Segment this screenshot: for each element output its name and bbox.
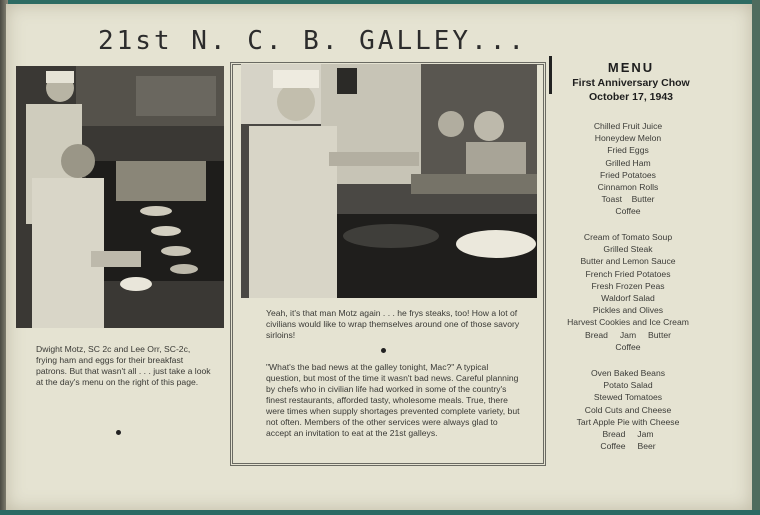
menu-item: Potato Salad xyxy=(603,380,653,391)
menu-item: Fresh Frozen Peas xyxy=(591,280,665,291)
menu-item: Coffee Beer xyxy=(600,441,656,452)
menu-item: Fried Eggs xyxy=(607,145,649,156)
menu-breakfast xyxy=(548,120,708,218)
menu-item: Cold Cuts and Cheese xyxy=(584,404,672,415)
menu-dinner xyxy=(548,231,708,353)
menu-item: Coffee xyxy=(615,206,641,217)
book-cover-bottom xyxy=(0,510,760,515)
center-photo-caption: Yeah, it's that man Motz again . . . he frys steaks, too! How a lot of civilians would like to wrap themselves around one of those savory sirloins! xyxy=(266,308,520,340)
menu-supper xyxy=(548,367,708,452)
menu-item: Fried Potatoes xyxy=(600,169,656,180)
menu-item: Waldorf Salad xyxy=(601,293,655,304)
left-photo-caption: Dwight Motz, SC 2c and Lee Orr, SC-2c, frying ham and eggs for their breakfast patrons. But that wasn't all . . . just take a look at the day's menu on the right of this page. xyxy=(36,344,211,387)
menu-item: Cinnamon Rolls xyxy=(597,182,659,193)
menu-item: Bread Jam Butter xyxy=(585,329,671,340)
galley-story-text: "What's the bad news at the galley tonight, Mac?" A typical question, but most of the time it wasn't bad news. Careful planning by chefs who in civilian life had worked in some of the country's finest restaurants, afforded tasty, wholesome meals. True, there were times when supply shortages prevented complete variety, but not often. Members of the other services were always glad to accept an invitation to eat at the 21st galleys. xyxy=(266,362,520,438)
menu-item: Butter and Lemon Sauce xyxy=(580,256,676,267)
page-title: 21st N. C. B. GALLEY... xyxy=(98,26,528,56)
center-bullet xyxy=(381,348,386,353)
menu-item: Pickles and Olives xyxy=(592,305,664,316)
menu-item: Coffee xyxy=(615,341,641,352)
menu-item: Honeydew Melon xyxy=(594,133,662,144)
menu-header xyxy=(556,60,706,103)
menu-item: Toast Butter xyxy=(601,194,655,205)
menu-item: Harvest Cookies and Ice Cream xyxy=(567,317,689,328)
photo-cook-frying-steaks xyxy=(241,64,537,298)
book-cover-edge xyxy=(752,0,760,515)
menu-subtitle: First Anniversary Chow xyxy=(572,77,690,89)
menu-item: Oven Baked Beans xyxy=(590,368,666,378)
menu-item: Chilled Fruit Juice xyxy=(593,121,663,131)
menu-item: Stewed Tomatoes xyxy=(593,392,663,403)
menu-item: Grilled Ham xyxy=(605,157,651,168)
menu-item: Bread Jam xyxy=(602,429,654,440)
photo-cooks-frying-ham-and-eggs xyxy=(16,66,224,328)
menu-item: Cream of Tomato Soup xyxy=(583,232,673,242)
caption-bullet xyxy=(116,430,121,435)
menu-accent-bar xyxy=(549,56,552,94)
menu-title: MENU xyxy=(607,60,655,75)
menu-item: Tart Apple Pie with Cheese xyxy=(576,416,680,427)
menu-item: French Fried Potatoes xyxy=(585,268,671,279)
menu-date: October 17, 1943 xyxy=(588,91,674,103)
menu-item: Grilled Steak xyxy=(603,244,653,255)
